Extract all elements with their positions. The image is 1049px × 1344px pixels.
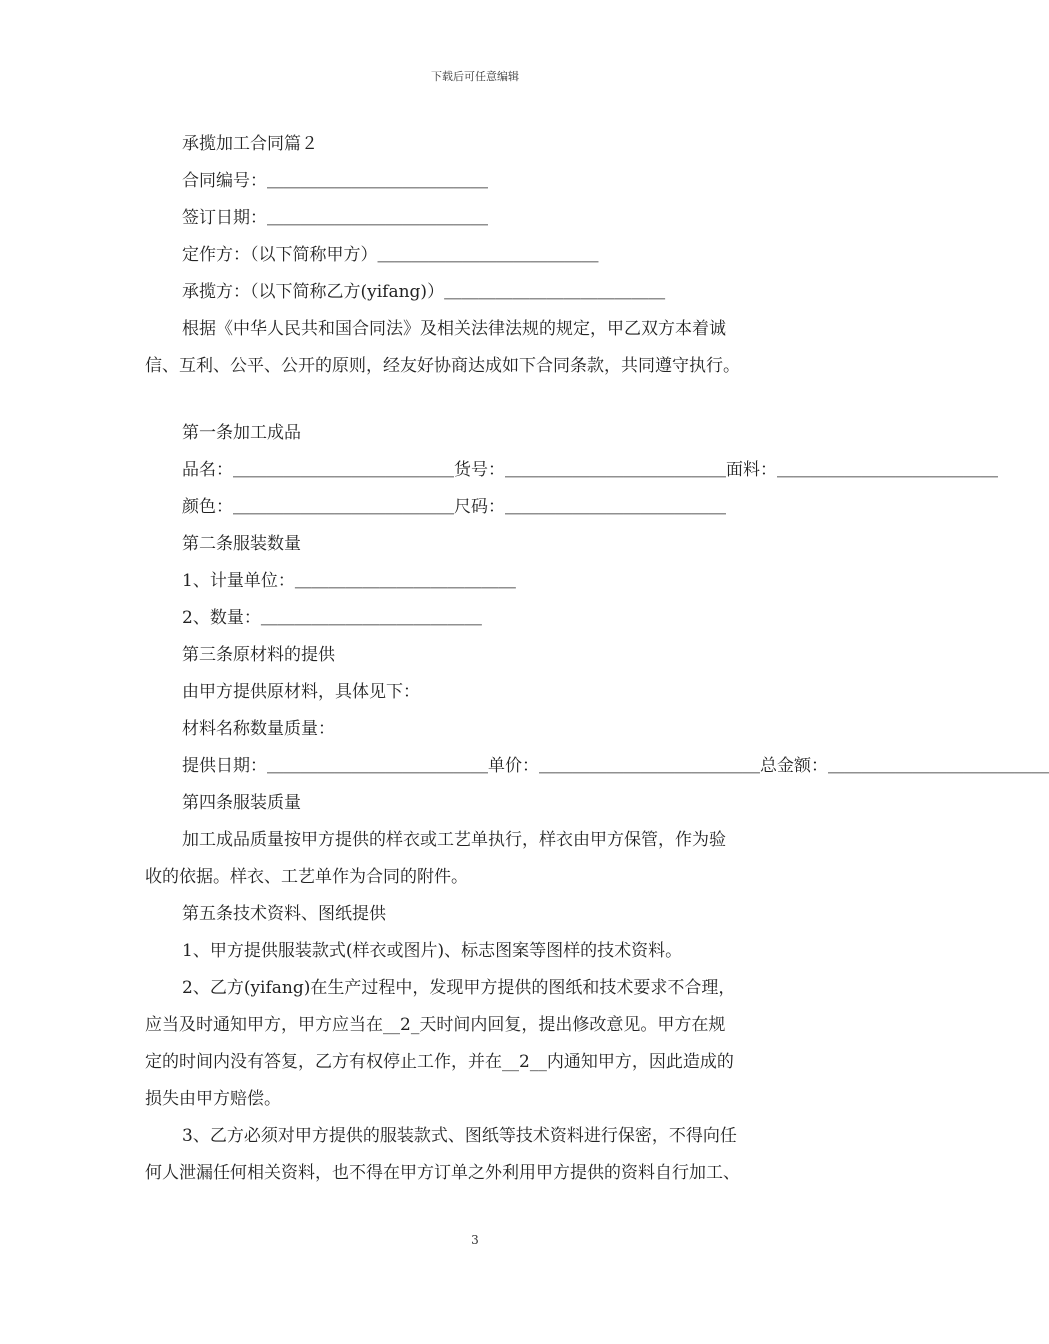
- text-line: 定作方：（以下简称甲方）＿＿＿＿＿＿＿＿＿＿＿＿＿: [182, 245, 599, 265]
- document-body: [145, 126, 1049, 1192]
- text-line: 第二条服装数量: [182, 534, 301, 554]
- text-line: 收的依据。样衣、工艺单作为合同的附件。: [145, 867, 468, 887]
- text-line: 第五条技术资料、图纸提供: [182, 904, 386, 924]
- text-line: 颜色：＿＿＿＿＿＿＿＿＿＿＿＿＿尺码：＿＿＿＿＿＿＿＿＿＿＿＿＿: [182, 497, 726, 517]
- text-line: 品名：＿＿＿＿＿＿＿＿＿＿＿＿＿货号：＿＿＿＿＿＿＿＿＿＿＿＿＿面料：＿＿＿＿＿＿＿＿＿＿＿＿＿: [182, 460, 998, 480]
- page-header: 下载后可任意编辑: [431, 70, 519, 83]
- page-number: 3: [471, 1233, 479, 1247]
- text-line: 承揽方：（以下简称乙方(yifang)）＿＿＿＿＿＿＿＿＿＿＿＿＿: [182, 282, 666, 302]
- text-line: 第四条服装质量: [182, 793, 301, 813]
- text-line: 定的时间内没有答复，乙方有权停止工作，并在__2__内通知甲方，因此造成的: [145, 1052, 734, 1072]
- text-line: 第三条原材料的提供: [182, 645, 335, 665]
- text-line: 提供日期：＿＿＿＿＿＿＿＿＿＿＿＿＿单价：＿＿＿＿＿＿＿＿＿＿＿＿＿总金额：＿＿＿＿＿＿＿＿＿＿＿＿＿: [182, 756, 1049, 776]
- text-line: 应当及时通知甲方，甲方应当在__2_天时间内回复，提出修改意见。甲方在规: [145, 1015, 726, 1035]
- text-line: 加工成品质量按甲方提供的样衣或工艺单执行，样衣由甲方保管，作为验: [182, 830, 726, 850]
- text-line: 1、计量单位：＿＿＿＿＿＿＿＿＿＿＿＿＿: [182, 571, 516, 591]
- text-line: 1、甲方提供服装款式(样衣或图片)、标志图案等图样的技术资料。: [182, 941, 683, 961]
- paragraph-gap: [145, 385, 817, 415]
- text-line: 第一条加工成品: [182, 423, 301, 443]
- text-line: 2、数量：＿＿＿＿＿＿＿＿＿＿＿＿＿: [182, 608, 482, 628]
- text-line: 2、乙方(yifang)在生产过程中，发现甲方提供的图纸和技术要求不合理，: [182, 978, 736, 998]
- text-line: 3、乙方必须对甲方提供的服装款式、图纸等技术资料进行保密，不得向任: [182, 1126, 737, 1146]
- text-line: 承揽加工合同篇２: [182, 134, 318, 154]
- text-line: 合同编号：＿＿＿＿＿＿＿＿＿＿＿＿＿: [182, 171, 488, 191]
- text-line: 签订日期：＿＿＿＿＿＿＿＿＿＿＿＿＿: [182, 208, 488, 228]
- text-line: 由甲方提供原材料，具体见下：: [182, 682, 420, 702]
- text-line: 根据《中华人民共和国合同法》及相关法律法规的规定，甲乙双方本着诚: [182, 319, 726, 339]
- text-line: 损失由甲方赔偿。: [145, 1089, 281, 1109]
- text-line: 何人泄漏任何相关资料，也不得在甲方订单之外利用甲方提供的资料自行加工、: [145, 1163, 740, 1183]
- text-line: 材料名称数量质量：: [182, 719, 335, 739]
- text-line: 信、互利、公平、公开的原则，经友好协商达成如下合同条款，共同遵守执行。: [145, 356, 740, 376]
